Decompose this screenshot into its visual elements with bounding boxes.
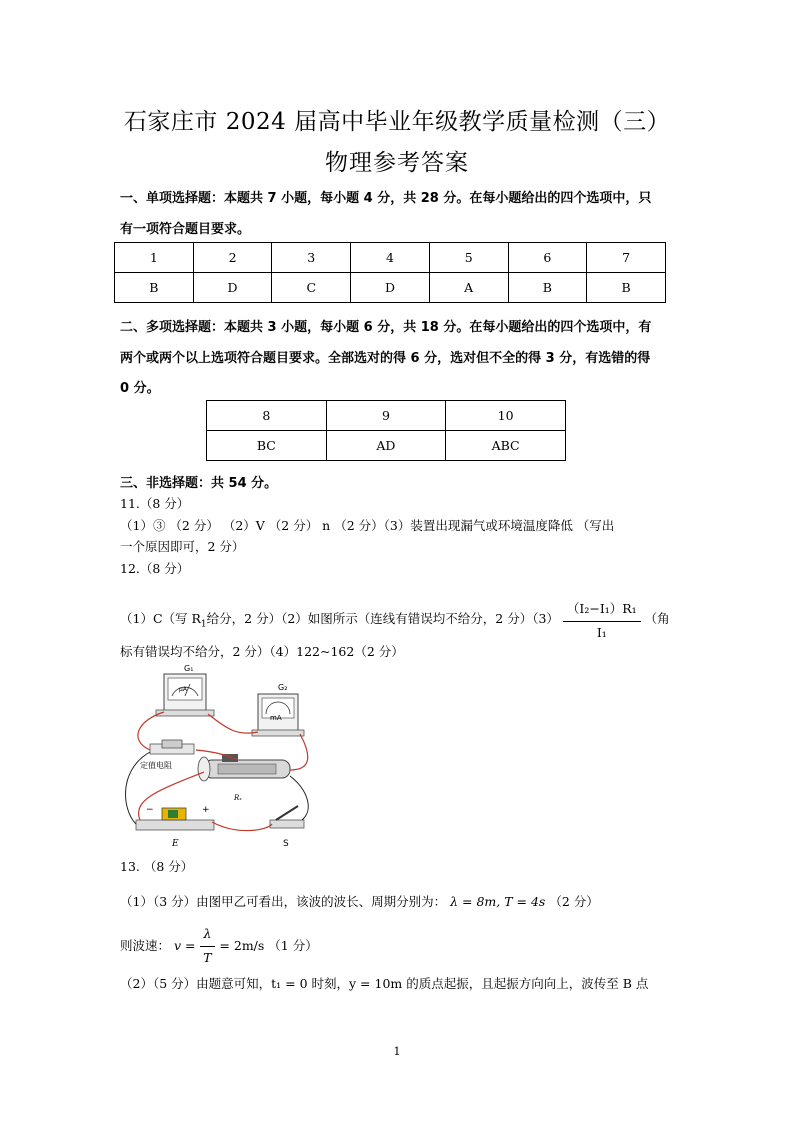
answer-cell: B (115, 273, 194, 303)
section2-heading-line2: 两个或两个以上选项符合题目要求。全部选对的得 6 分，选对但不全的得 3 分，有选错的得 (120, 351, 651, 366)
answer-cell: B (508, 273, 587, 303)
g1-meter (156, 674, 214, 716)
section3-heading: 三、非选择题：共 54 分。 (120, 476, 278, 491)
q12-line1-a: （1）C（写 R (120, 610, 201, 626)
answer-cell: BC (207, 431, 327, 461)
q13-line3: （2）（5 分）由题意可知，t₁ = 0 时刻，y = 10m 的质点起振，且起振方向向上，波传至 B 点 (120, 976, 649, 991)
q12-line1-c: （角 (644, 610, 670, 626)
answer-cell: C (272, 273, 351, 303)
q13-line1-a: （1）（3 分）由图甲乙可看出，该波的波长、周期分别为： (120, 894, 447, 909)
fixed-resistor (150, 740, 194, 754)
q11-head: 11.（8 分） (120, 496, 190, 511)
rx-rheostat (198, 754, 290, 781)
question-number-cell: 5 (429, 243, 508, 273)
circuit-diagram (118, 660, 318, 850)
switch-label: S (283, 839, 289, 849)
q13-frac-den: T (203, 949, 212, 965)
q13-line1-b: （2 分） (549, 894, 599, 909)
q11-line2: 一个原因即可，2 分） (120, 539, 245, 554)
question-number-cell: 8 (207, 401, 327, 431)
q13-line2-v: v = (174, 937, 196, 953)
question-number-cell: 6 (508, 243, 587, 273)
q13-line2-b: （1 分） (268, 937, 318, 953)
q12-line1-b: 给分，2 分）（2）如图所示（连线有错误均不给分，2 分）（3） (206, 610, 559, 626)
section2-answer-table (206, 400, 566, 461)
wire (208, 714, 258, 733)
battery-plus: + (202, 805, 210, 815)
section1-heading-line2: 有一项符合题目要求。 (120, 222, 251, 237)
page-number: 1 (393, 1045, 401, 1058)
q13-line2-a: 则波速： (120, 937, 171, 953)
table-row (115, 243, 666, 273)
fixed-resistor-label: 定值电阻 (140, 761, 172, 770)
q12-fraction (563, 600, 641, 643)
g1-label: G₁ (184, 664, 194, 673)
q13-fraction (200, 925, 216, 968)
section2-heading-line1: 二、多项选择题：本题共 3 小题，每小题 6 分，共 18 分。在每小题给出的四个选项中，有 (120, 320, 652, 335)
question-number-cell: 3 (272, 243, 351, 273)
q13-line2 (120, 925, 680, 968)
page-title: 石家庄市 2024 届高中毕业年级教学质量检测（三） (123, 109, 671, 135)
section2-heading-line3: 0 分。 (120, 381, 160, 396)
g2-label: G₂ (278, 683, 288, 692)
answer-cell: B (587, 273, 666, 303)
answer-cell: D (351, 273, 430, 303)
table-row (207, 401, 566, 431)
battery-label: E (172, 839, 179, 849)
g1-unit: μA (179, 686, 187, 693)
question-number-cell: 4 (351, 243, 430, 273)
question-number-cell: 2 (193, 243, 272, 273)
wire (290, 734, 308, 770)
switch (270, 806, 304, 828)
section1-answer-table (114, 242, 666, 303)
question-number-cell: 10 (446, 401, 566, 431)
g2-meter (252, 694, 304, 736)
answer-cell: AD (326, 431, 446, 461)
question-number-cell: 9 (326, 401, 446, 431)
question-number-cell: 1 (115, 243, 194, 273)
table-row (115, 273, 666, 303)
table-row (207, 431, 566, 461)
q12-head: 12.（8 分） (120, 561, 190, 576)
q13-line2-result: = 2m/s (219, 937, 265, 953)
q12-line1: （1）C（写 $R_1$给分，2 分）（2）如图所示（连线有错误均不给分，2 分）（3） $\frac{\text{（I₂−I₁）R₁}}{\text{I₁}}$ （角 (120, 598, 680, 641)
q11-line1: （1）③ （2 分） （2）V （2 分） n （2 分）（3）装置出现漏气或环境温度降低 （写出 (120, 518, 615, 533)
g2-unit: mA (270, 714, 282, 722)
question-number-cell: 7 (587, 243, 666, 273)
section1-heading-line1: 一、单项选择题：本题共 7 小题，每小题 4 分，共 28 分。在每小题给出的四个选项中，只 (120, 191, 652, 206)
page-subtitle: 物理参考答案 (325, 150, 469, 176)
rx-label: Rₓ (234, 794, 242, 802)
battery-minus: − (146, 805, 154, 815)
q13-frac-num: λ (200, 925, 216, 947)
answer-cell: D (193, 273, 272, 303)
answer-cell: A (429, 273, 508, 303)
q12-frac-num: （I₂−I₁）R₁ (563, 600, 641, 622)
q12-frac-den: I₁ (596, 624, 607, 640)
answer-cell: ABC (446, 431, 566, 461)
q13-head: 13. （8 分） (120, 859, 194, 874)
wire (212, 822, 272, 831)
wire (290, 776, 308, 820)
q12-line2: 标有错误均不给分，2 分）（4）122~162（2 分） (120, 644, 404, 659)
q13-line1 (120, 893, 680, 912)
q13-line1-formula: λ = 8m, T = 4s (450, 894, 546, 909)
